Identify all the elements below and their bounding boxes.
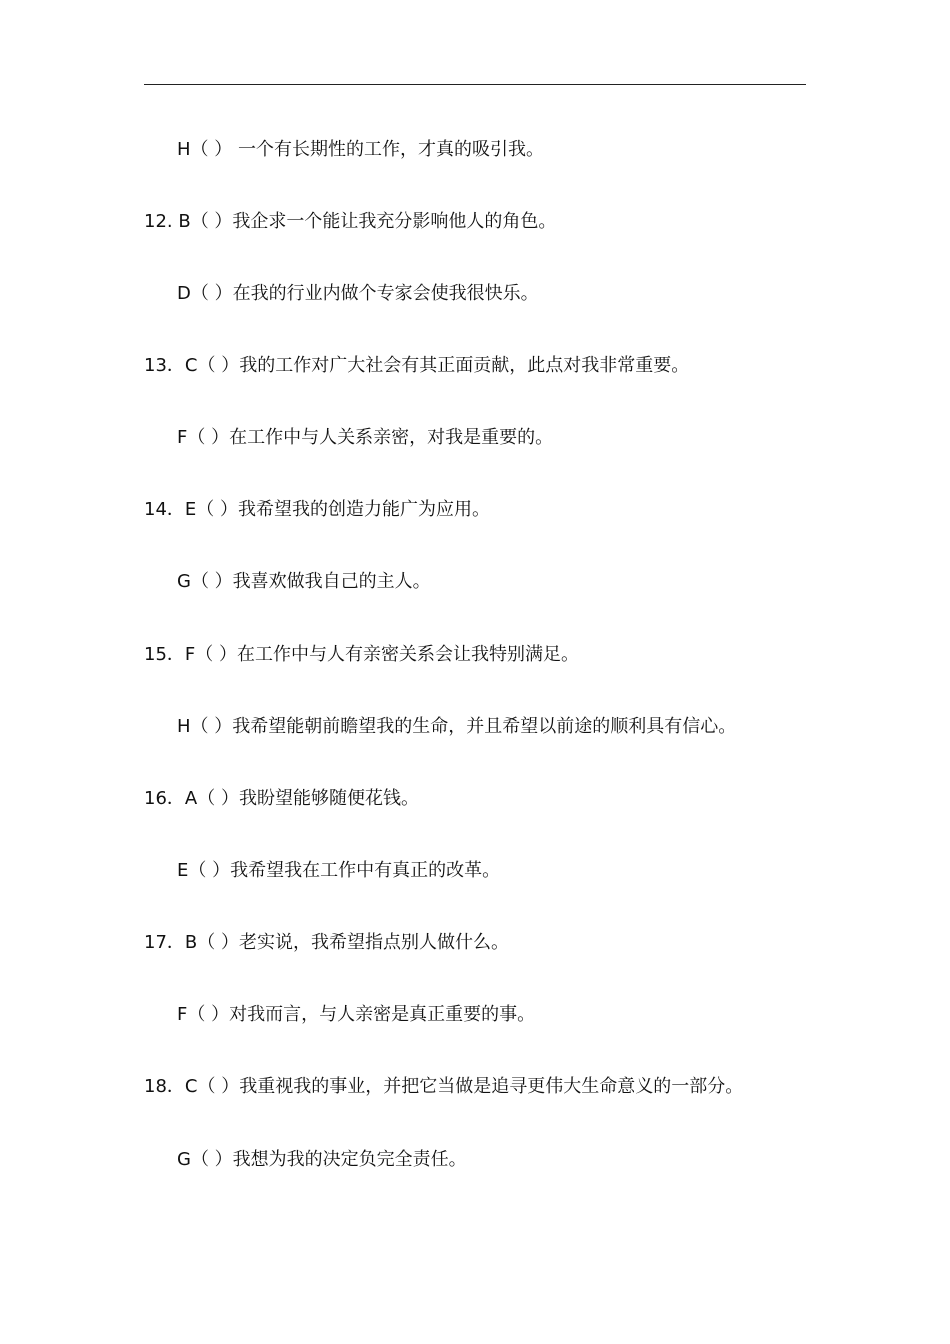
option-line-g: G（ ）我喜欢做我自己的主人。 (177, 571, 431, 592)
header-rule (144, 84, 806, 85)
option-line-d: D（ ）在我的行业内做个专家会使我很快乐。 (177, 283, 539, 304)
question-line-15: 15．F（ ）在工作中与人有亲密关系会让我特别满足。 (144, 644, 579, 665)
question-line-12: 12. B（ ）我企求一个能让我充分影响他人的角色。 (144, 211, 557, 232)
option-line-e: E（ ）我希望我在工作中有真正的改革。 (177, 860, 501, 881)
question-line-14: 14．E（ ）我希望我的创造力能广为应用。 (144, 499, 490, 520)
option-line-h2: H（ ）我希望能朝前瞻望我的生命，并且希望以前途的顺利具有信心。 (177, 716, 737, 737)
question-line-17: 17．B（ ）老实说，我希望指点别人做什么。 (144, 932, 509, 953)
option-line-f2: F（ ）对我而言，与人亲密是真正重要的事。 (177, 1004, 536, 1025)
option-line-f: F（ ）在工作中与人关系亲密，对我是重要的。 (177, 427, 554, 448)
option-line-h: H（ ） 一个有长期性的工作，才真的吸引我。 (177, 139, 544, 160)
question-line-16: 16．A（ ）我盼望能够随便花钱。 (144, 788, 419, 809)
question-line-18: 18．C（ ）我重视我的事业，并把它当做是追寻更伟大生命意义的一部分。 (144, 1076, 744, 1097)
option-line-g2: G（ ）我想为我的决定负完全责任。 (177, 1149, 467, 1170)
question-line-13: 13．C（ ）我的工作对广大社会有其正面贡献，此点对我非常重要。 (144, 355, 690, 376)
